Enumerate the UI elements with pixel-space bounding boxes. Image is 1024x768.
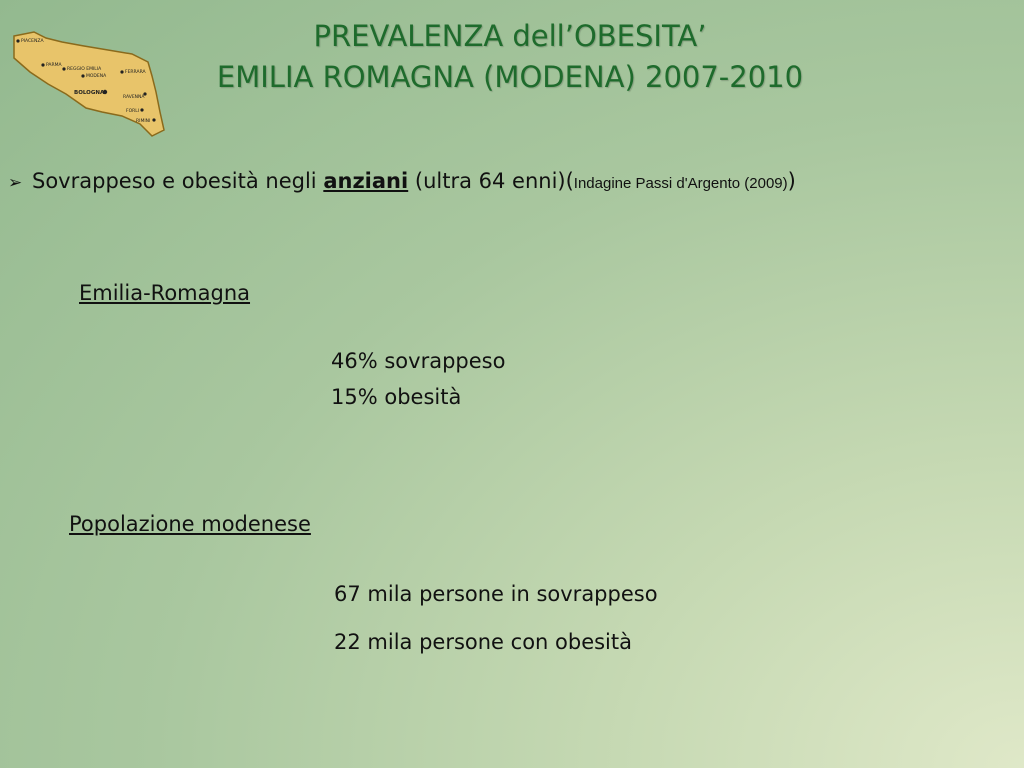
stat-obesity-modena: 22 mila persone con obesità	[334, 630, 632, 654]
section-heading-emilia-romagna: Emilia-Romagna	[79, 281, 251, 305]
stat-obesity-er: 15% obesità	[331, 385, 462, 409]
bullet-text-before: Sovrappeso e obesità negli	[32, 169, 317, 193]
map-city-label: PIACENZA	[21, 39, 44, 44]
arrow-bullet-icon: ➢	[8, 173, 23, 193]
map-city-label: REGGIO EMILIA	[67, 67, 102, 72]
bullet-emphasis: anziani	[323, 169, 409, 193]
map-city-label: MODENA	[86, 74, 107, 79]
section-heading-modena: Popolazione modenese	[69, 512, 311, 536]
bullet-reference: Indagine Passi d'Argento (2009)	[573, 175, 788, 192]
stat-overweight-er: 46% sovrappeso	[331, 349, 506, 373]
emilia-romagna-map-icon	[4, 28, 168, 140]
page-title-line-2: EMILIA ROMAGNA (MODENA) 2007-2010	[216, 60, 804, 94]
bullet-text-after: (ultra 64 enni)(	[414, 169, 574, 193]
map-city-label: FORLI	[126, 109, 140, 114]
bullet-close: )	[787, 169, 796, 193]
stat-overweight-modena: 67 mila persone in sovrappeso	[334, 582, 658, 606]
map-city-label: RAVENNA	[123, 95, 145, 100]
map-city-label: BOLOGNA	[74, 90, 105, 96]
page-title-line-1: PREVALENZA dell’OBESITA’	[313, 19, 707, 53]
map-city-label: PARMA	[46, 63, 62, 68]
map-city-label: FERRARA	[125, 70, 146, 75]
map-city-label: RIMINI	[136, 119, 151, 124]
bullet-item	[8, 169, 796, 193]
